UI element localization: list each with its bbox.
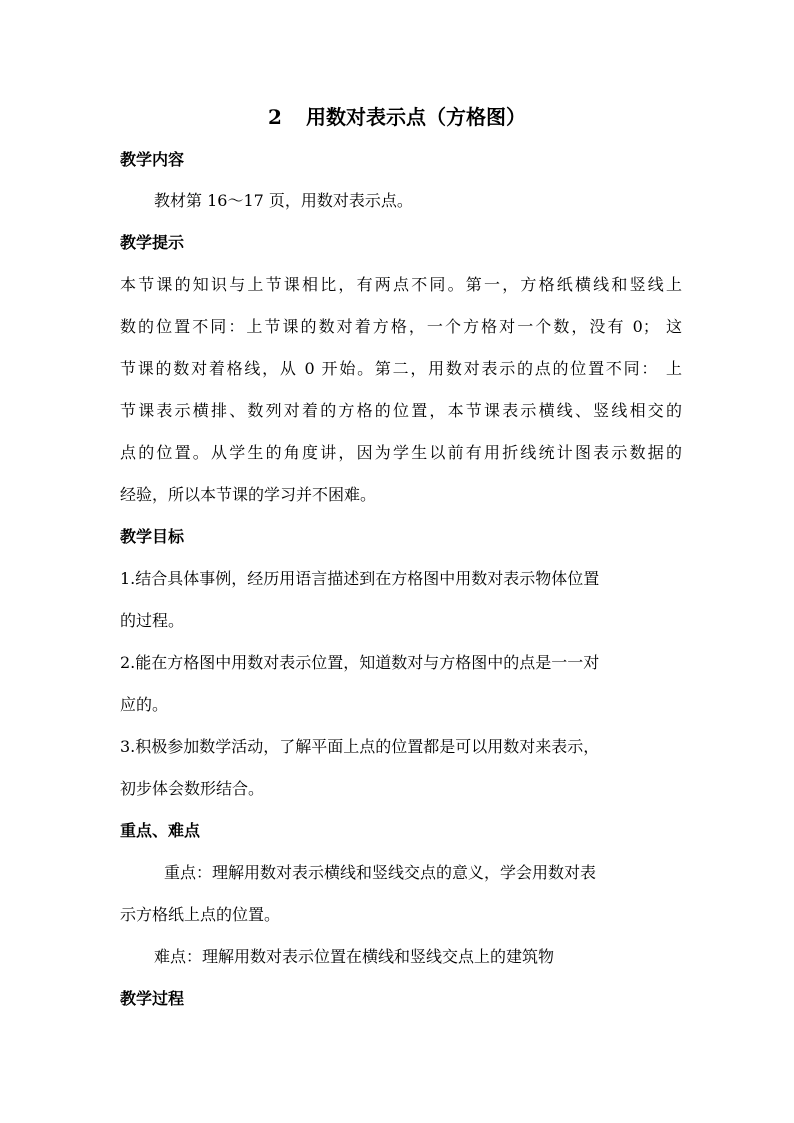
tips-line-5: 点的位置。从学生的角度讲，因为学生以前有用折线统计图表示数据的 <box>120 443 682 462</box>
title-number: 2 <box>268 105 282 129</box>
goals-line-4: 应的。 <box>120 695 169 714</box>
tips-line-3: 节课的数对着格线，从 0 开始。第二，用数对表示的点的位置不同： 上 <box>120 359 682 378</box>
goals-line-1: 1.结合具体事例，经历用语言描述到在方格图中用数对表示物体位置 <box>120 569 600 588</box>
goals-line-3: 2.能在方格图中用数对表示位置，知道数对与方格图中的点是一一对 <box>120 653 600 672</box>
heading-tips: 教学提示 <box>120 233 185 252</box>
content-line-1: 教材第 16～17 页，用数对表示点。 <box>154 191 413 210</box>
heading-key-points: 重点、难点 <box>120 821 201 840</box>
page-title <box>0 104 794 130</box>
tips-line-4: 节课表示横排、数列对着的方格的位置，本节课表示横线、竖线相交的 <box>120 401 682 420</box>
tips-line-2: 数的位置不同：上节课的数对着方格，一个方格对一个数，没有 0； 这 <box>120 317 682 336</box>
goals-line-2: 的过程。 <box>120 611 185 630</box>
key-points-line-2: 示方格纸上点的位置。 <box>120 905 281 924</box>
key-points-line-3: 难点：理解用数对表示位置在横线和竖线交点上的建筑物 <box>154 947 555 966</box>
heading-content: 教学内容 <box>120 150 185 169</box>
goals-line-6: 初步体会数形结合。 <box>120 779 265 798</box>
key-points-line-1: 重点：理解用数对表示横线和竖线交点的意义，学会用数对表 <box>164 863 597 882</box>
heading-process: 教学过程 <box>120 989 185 1008</box>
title-text: 用数对表示点（方格图） <box>305 105 526 129</box>
tips-line-6: 经验，所以本节课的学习并不困难。 <box>120 485 377 504</box>
tips-line-1: 本节课的知识与上节课相比，有两点不同。第一，方格纸横线和竖线上 <box>120 275 682 294</box>
goals-line-5: 3.积极参加数学活动，了解平面上点的位置都是可以用数对来表示， <box>120 737 600 756</box>
heading-goals: 教学目标 <box>120 527 185 546</box>
